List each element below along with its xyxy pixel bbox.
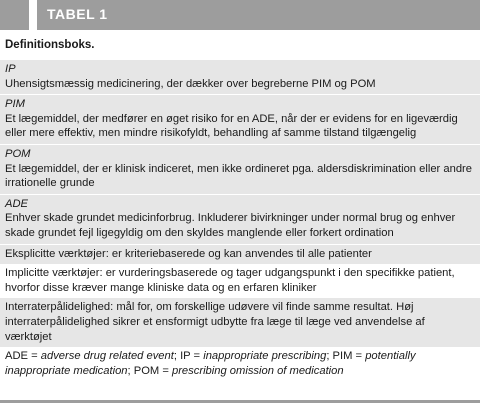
definition-pim: Et lægemiddel, der medfører en øget risiko for en ADE, når der er evidens for en ligeværdig eller mere effektiv, men mindre risikofyldt, behandling af samme tilstand tilgængelig [5, 112, 458, 140]
definition-ip: Uhensigtsmæssig medicinering, der dækker over begreberne PIM og POM [5, 77, 376, 90]
footnote-pim-abbr: ; PIM = [326, 350, 366, 363]
term-ade: ADE [5, 197, 29, 210]
term-pom: POM [5, 147, 31, 160]
definition-row-pom [0, 144, 480, 194]
definition-row-ip [0, 60, 480, 94]
definition-pom: Et lægemiddel, der er klinisk indiceret, men ikke ordineret pga. aldersdiskrimination eller andre irrationelle grunde [5, 162, 472, 190]
definition-row-ade [0, 194, 480, 244]
footnote-pom-full: prescribing omission of medication [171, 364, 344, 377]
definitions-table [0, 60, 480, 347]
term-pim: PIM [5, 98, 25, 111]
footnote-ade-abbr: ADE = [5, 350, 41, 363]
footnote-pom-abbr: ; POM = [127, 364, 172, 377]
row-implicit-tools: Implicitte værktøjer: er vurderingsbaserede og tager udgangspunkt i den specifikke patient, hvorfor disse kræver mange kliniske data og en erfaren kliniker [0, 264, 480, 298]
definition-row-pim [0, 94, 480, 144]
footnote-pim-full: potentially inappropriate medication [5, 350, 416, 377]
definition-ade: Enhver skade grundet medicinforbrug. Inkluderer bivirkninger under normal brug og enhver skade grundet fejl ligegyldig om den skyldes manglende eller forkert ordination [5, 212, 456, 239]
row-interrater-reliability: Interraterpålidelighed: mål for, om forskellige udøvere vil finde samme resultat. Høj interraterpålidelighed sikrer et ensformigt udbytte fra læge til læge ved anvendelse af værktøjet [0, 298, 480, 347]
footnote-ade-full: adverse drug related event [40, 350, 174, 363]
table-label: TABEL 1 [47, 6, 108, 22]
table-header-bar [0, 0, 480, 30]
bottom-rule [0, 400, 480, 403]
footnote-ip-abbr: ; IP = [173, 350, 204, 363]
term-ip: IP [5, 63, 16, 75]
box-heading: Definitionsboks. [5, 39, 95, 51]
abbreviation-footnote [0, 347, 480, 382]
header-notch [29, 0, 37, 30]
footnote-ip-full: inappropriate prescribing [203, 350, 327, 363]
row-explicit-tools: Eksplicitte værktøjer: er kriteriebaserede og kan anvendes til alle patienter [0, 244, 480, 265]
